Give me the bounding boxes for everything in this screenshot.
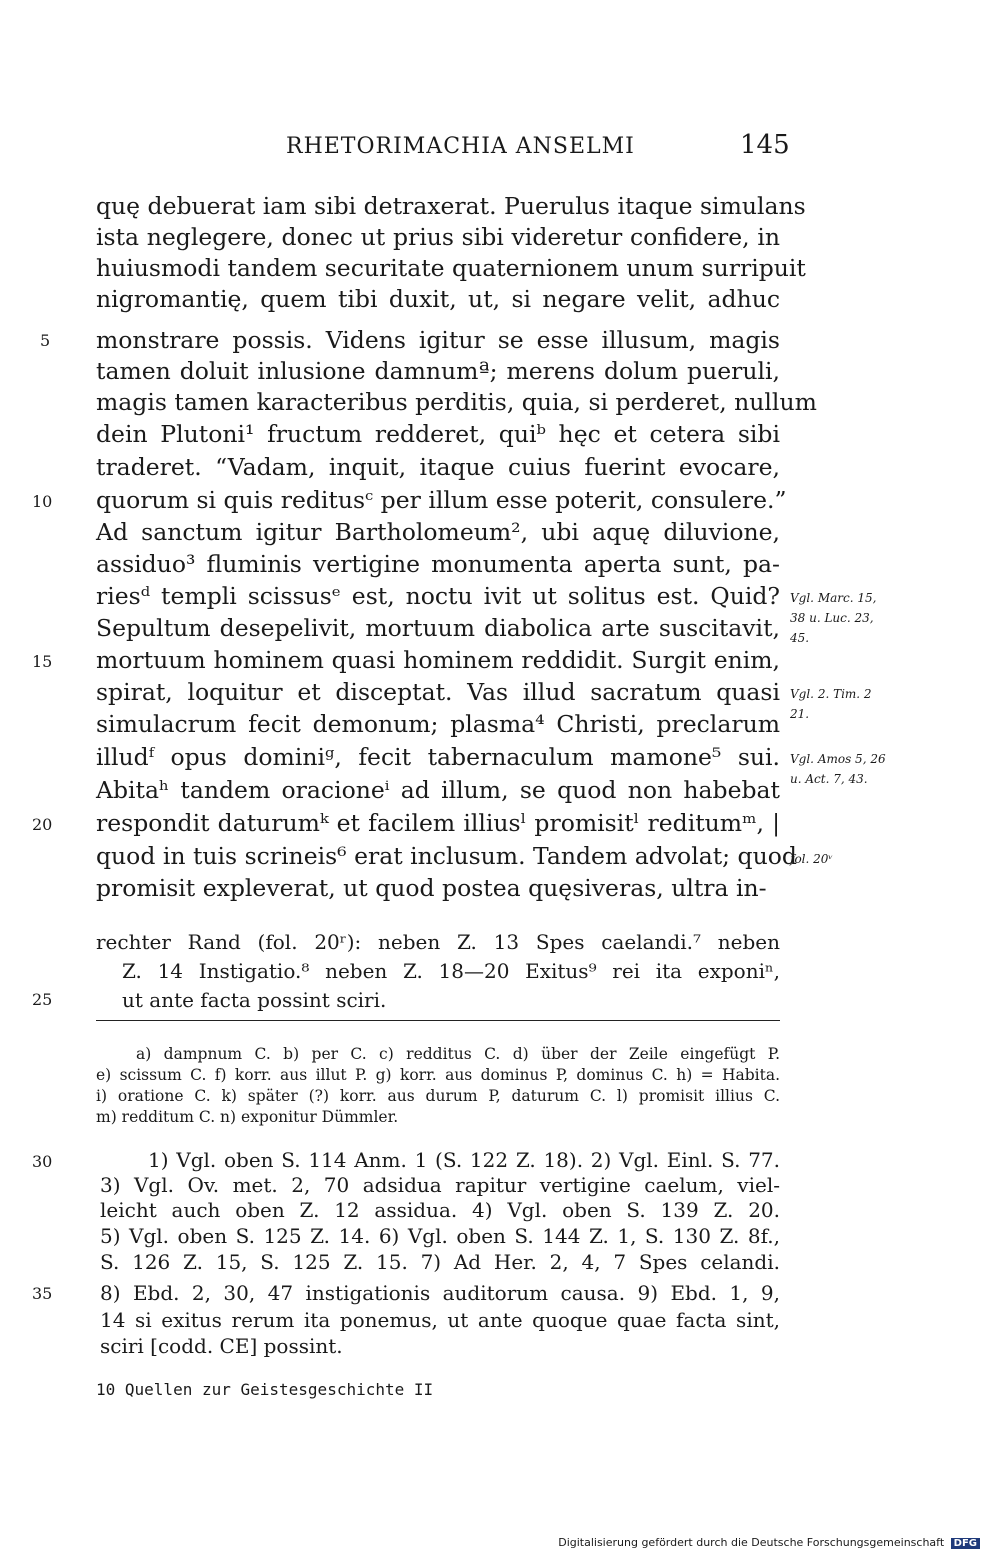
line-number: 5 xyxy=(40,331,51,350)
apparatus-line: a) dampnum C. b) per C. c) redditus C. d) über der Zeile eingefügt P. xyxy=(136,1045,780,1063)
text-line: spirat, loquitur et disceptat. Vas illud sacratum quasi xyxy=(96,678,780,706)
text-line: quorum si quis reditusᶜ per illum esse poterit, consulere.” xyxy=(96,486,787,514)
digitization-text: Digitalisierung gefördert durch die Deutsche Forschungsgemeinschaft xyxy=(558,1536,945,1549)
text-line: nigromantię, quem tibi duxit, ut, si negare velit, adhuc xyxy=(96,285,780,313)
margin-note: 45. xyxy=(790,631,810,645)
source-note: S. 126 Z. 15, S. 125 Z. 15. 7) Ad Her. 2, 4, 7 Spes celandi. xyxy=(100,1250,780,1274)
apparatus-line: e) scissum C. f) korr. aus illut P. g) korr. aus dominus P, dominus C. h) = Habita. xyxy=(96,1066,780,1084)
source-note: 3) Vgl. Ov. met. 2, 70 adsidua rapitur vertigine caelum, viel- xyxy=(100,1173,780,1197)
source-note: 5) Vgl. oben S. 125 Z. 14. 6) Vgl. oben S. 144 Z. 1, S. 130 Z. 8f., xyxy=(100,1224,780,1248)
text-line: quod in tuis scrineis⁶ erat inclusum. Tandem advolat; quod xyxy=(96,842,797,870)
text-line: monstrare possis. Videns igitur se esse illusum, magis xyxy=(96,326,780,354)
text-line: assiduo³ fluminis vertigine monumenta aperta sunt, pa- xyxy=(96,550,780,578)
source-note: sciri [codd. CE] possint. xyxy=(100,1334,343,1358)
apparatus-line: m) redditum C. n) exponitur Dümmler. xyxy=(96,1108,399,1126)
running-title: RHETORIMACHIA ANSELMI xyxy=(286,134,635,159)
text-line: Abitaʰ tandem oracioneⁱ ad illum, se quod non habebat xyxy=(96,776,780,804)
text-line: mortuum hominem quasi hominem reddidit. Surgit enim, xyxy=(96,646,780,674)
line-number: 10 xyxy=(32,492,53,511)
margin-note: 38 u. Luc. 23, xyxy=(790,611,874,625)
text-line: ista neglegere, donec ut prius sibi videretur confidere, in xyxy=(96,223,780,251)
text-line: riesᵈ templi scissusᵉ est, noctu ivit ut solitus est. Quid? xyxy=(96,582,780,610)
text-line: promisit expleverat, ut quod postea quęsiveras, ultra in- xyxy=(96,874,767,902)
text-line: simulacrum fecit demonum; plasma⁴ Christi, preclarum xyxy=(96,710,780,738)
dfg-logo: DFG xyxy=(951,1538,980,1549)
source-note: 8) Ebd. 2, 30, 47 instigationis auditorum causa. 9) Ebd. 1, 9, xyxy=(100,1281,780,1305)
line-number: 20 xyxy=(32,815,53,834)
page-number: 145 xyxy=(740,130,790,160)
text-line: Ad sanctum igitur Bartholomeum², ubi aquę diluvione, xyxy=(96,518,780,546)
margin-note: fol. 20ᵛ xyxy=(790,852,833,866)
source-note: 14 si exitus rerum ita ponemus, ut ante quoque quae facta sint, xyxy=(100,1308,780,1332)
marginalia-line: ut ante facta possint sciri. xyxy=(122,988,387,1012)
text-line: huiusmodi tandem securitate quaternionem unum surripuit xyxy=(96,254,806,282)
margin-note: u. Act. 7, 43. xyxy=(790,772,868,786)
line-number: 30 xyxy=(32,1152,53,1171)
apparatus-line: i) oratione C. k) später (?) korr. aus durum P, daturum C. l) promisit illius C. xyxy=(96,1087,780,1105)
digitization-notice xyxy=(558,1536,980,1549)
text-line: traderet. “Vadam, inquit, itaque cuius fuerint evocare, xyxy=(96,453,780,481)
line-number: 35 xyxy=(32,1284,53,1303)
margin-note: Vgl. Marc. 15, xyxy=(790,591,877,605)
source-note: leicht auch oben Z. 12 assidua. 4) Vgl. oben S. 139 Z. 20. xyxy=(100,1198,780,1222)
text-line: dein Plutoni¹ fructum redderet, quiᵇ hęc et cetera sibi xyxy=(96,420,780,448)
text-line: respondit daturumᵏ et facilem illiusˡ promisitˡ reditumᵐ, | xyxy=(96,809,780,837)
footnote-rule xyxy=(96,1020,780,1021)
signature-line: 10 Quellen zur Geistesgeschichte II xyxy=(96,1380,434,1399)
margin-note: 21. xyxy=(790,707,810,721)
margin-note: Vgl. Amos 5, 26 xyxy=(790,752,886,766)
source-note: 1) Vgl. oben S. 114 Anm. 1 (S. 122 Z. 18). 2) Vgl. Einl. S. 77. xyxy=(148,1148,780,1172)
marginalia-line: rechter Rand (fol. 20ʳ): neben Z. 13 Spes caelandi.⁷ neben xyxy=(96,930,780,954)
text-line: magis tamen karacteribus perditis, quia, si perderet, nullum xyxy=(96,388,817,416)
text-line: quę debuerat iam sibi detraxerat. Puerulus itaque simulans xyxy=(96,192,806,220)
text-line: tamen doluit inlusione damnumª; merens dolum pueruli, xyxy=(96,357,780,385)
text-line: Sepultum desepelivit, mortuum diabolica arte suscitavit, xyxy=(96,614,780,642)
text-line: illudᶠ opus dominiᵍ, fecit tabernaculum mamone⁵ sui. xyxy=(96,743,780,771)
marginalia-line: Z. 14 Instigatio.⁸ neben Z. 18—20 Exitus⁹ rei ita exponiⁿ, xyxy=(122,959,780,983)
margin-note: Vgl. 2. Tim. 2 xyxy=(790,687,872,701)
line-number: 25 xyxy=(32,990,53,1009)
line-number: 15 xyxy=(32,652,53,671)
